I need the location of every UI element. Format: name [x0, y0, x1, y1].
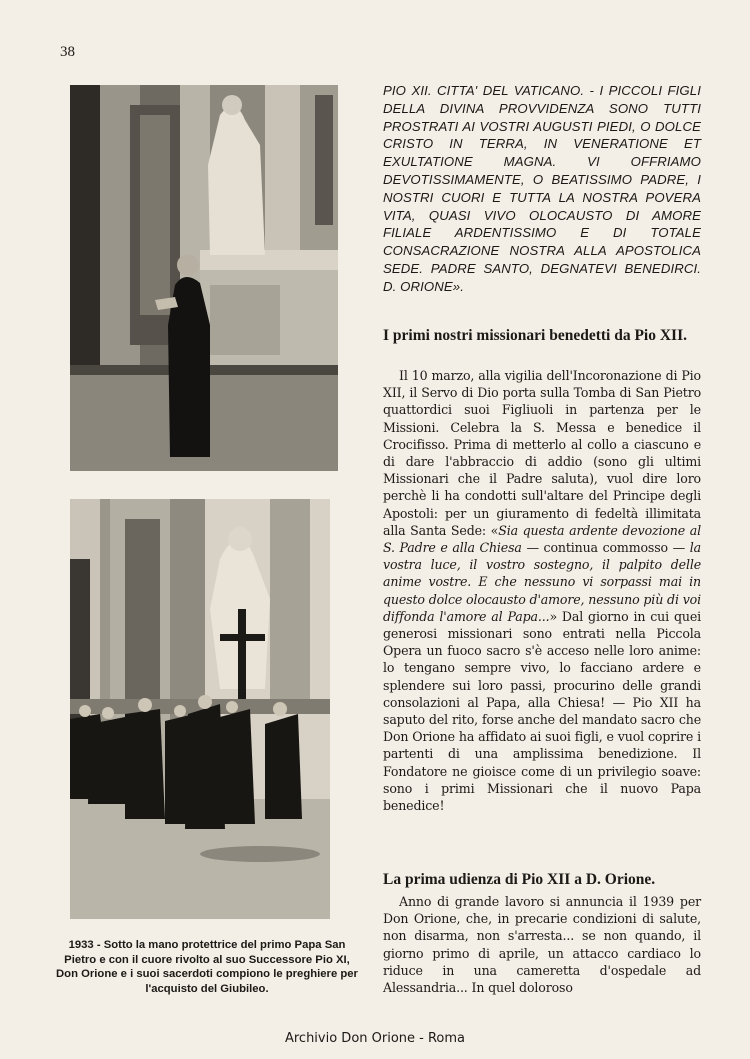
- paragraph-text: — continua commosso —: [521, 540, 690, 556]
- archive-footer: Archivio Don Orione - Roma: [284, 1031, 466, 1046]
- photo-priest-praying: [70, 85, 338, 471]
- paragraph-italic: Sia questa ardente devozione al S. Padre e alla Chiesa: [383, 522, 701, 556]
- paragraph-italic: la vostra luce, il vostro sostegno, il palpito delle anime vostre. E che nessuno vi sorpassi mai in questo dolce olocausto d'amore, nessuno più di voi diffonda l'amore al Papa...: [383, 540, 701, 624]
- section-heading-udienza: La prima udienza di Pio XII a D. Orione.: [383, 871, 656, 888]
- paragraph-text: » Dal giorno in cui quei generosi missionari sono entrati nella Piccola Opera un fuoco sacro s'è acceso nelle loro anime: lo tengano sempre vivo, lo facciano ardere e splendere sui loro passi, procurino delle grandi consolazioni al Papa, alla Chiesa! — Pio XII ha saputo del rito, forse anche del mandato sacro che Don Orione ha affidato ai suoi figli, e vuol coprire i partenti di una amplissima benedizione. Il Fondatore ne gioisce come di un privilegio soave: sono i primi Missionari che il nuovo Papa benedice!: [383, 608, 702, 814]
- paragraph-text: Il 10 marzo, alla vigilia dell'Incoronazione di Pio XII, il Servo di Dio porta sulla Tomba di San Pietro quattordici suoi Figliuoli in partenza per le Missioni. Celebra la S. Messa e benedice il Crocifisso. Prima di metterlo al collo a ciascuno e di dare l'abbraccio di addio (sono gli ultimi Missionari che il Padre saluta), vuol dire loro perchè li ha condotti sull'altare del Principe degli Apostoli: per un giuramento di fedeltà illimitata alla Santa Sede: «: [383, 368, 701, 538]
- section-heading-missionari: I primi nostri missionari benedetti da Pio XII.: [383, 327, 687, 344]
- paragraph-udienza: Anno di grande lavoro si annuncia il 1939 per Don Orione, che, in precarie condizioni di salute, non disarma, non s'arresta... se non quando, il giorno primo di aprile, un attacco cardiaco lo riduce in una cameretta d'ospedale ad Alessandria... In quel doloroso: [383, 894, 701, 996]
- photo-priests-kneeling: [70, 499, 330, 919]
- page-number: 38: [60, 44, 75, 60]
- photo-caption: 1933 - Sotto la mano protettrice del primo Papa San Pietro e con il cuore rivolto al suo Successore Pio XI, Don Orione e i suoi sacerdoti compiono le preghiere per l'acquisto del Giubileo.: [56, 939, 358, 995]
- paragraph-missionari: [383, 367, 701, 814]
- telegram-quote: PIO XII. CITTA' DEL VATICANO. - I PICCOLI FIGLI DELLA DIVINA PROVVIDENZA SONO TUTTI PROSTRATI AI VOSTRI AUGUSTI PIEDI, O DOLCE CRISTO IN TERRA, IN VENERATIONE ET EXULTATIONE MAGNA. VI OFFRIAMO DEVOTISSIMAMENTE, O BEATISSIMO PADRE, I NOSTRI CUORI E TUTTA LA NOSTRA POVERA VITA, QUASI VIVO OLOCAUSTO DI AMORE FILIALE ARDENTISSIMO E DI TOTALE CONSACRAZIONE NOSTRA ALLA APOSTOLICA SEDE. PADRE SANTO, DEGNATEVI BENEDIRCI. D. ORIONE».: [383, 83, 701, 294]
